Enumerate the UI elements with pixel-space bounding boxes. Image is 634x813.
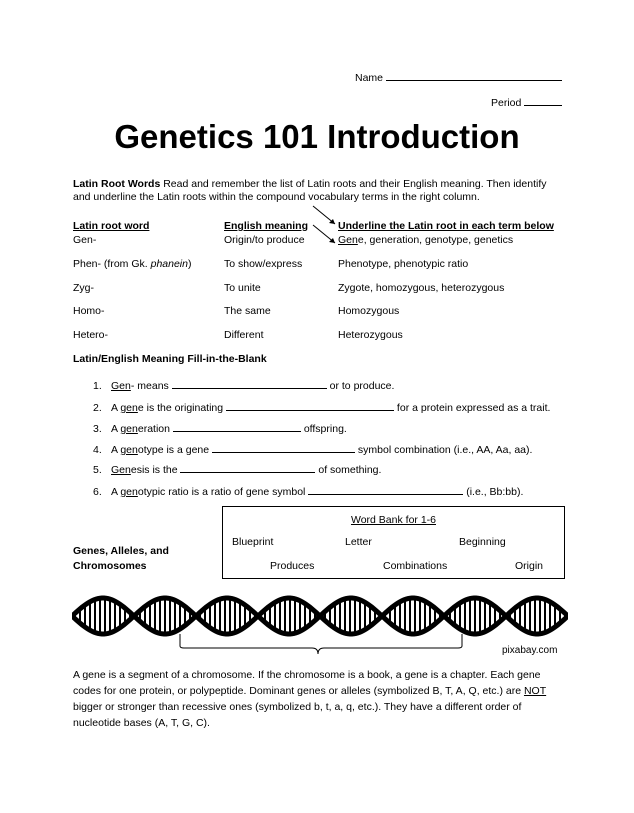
root-phen-post: ) <box>187 258 192 270</box>
header-latin-root: Latin root word <box>73 220 150 232</box>
word-letter: Letter <box>345 536 372 548</box>
question-root: gen <box>120 402 138 414</box>
question-root: gen <box>120 444 138 456</box>
meaning-gen: Origin/to produce <box>224 234 305 246</box>
paragraph-not: NOT <box>523 685 547 697</box>
heading-line-1: Genes, Alleles, and <box>73 545 169 557</box>
root-phen-pre: Phen- (from Gk. <box>73 258 151 270</box>
question-post: for a protein expressed as a trait. <box>394 402 551 414</box>
question-number: 5. <box>93 464 102 476</box>
question-mid: otype is a gene <box>137 444 213 456</box>
question-mid: esis is the <box>130 464 181 476</box>
question-root: Gen <box>111 380 131 392</box>
meaning-phen: To show/express <box>224 258 303 270</box>
period-field[interactable] <box>491 94 562 110</box>
dna-helix-image <box>72 592 568 662</box>
question-root: Gen <box>111 464 131 476</box>
question-number: 1. <box>93 380 102 392</box>
answer-blank-2[interactable] <box>226 399 394 411</box>
meaning-homo: The same <box>224 305 271 317</box>
question-post: offspring. <box>300 423 347 435</box>
header-underline-terms: Underline the Latin root in each term below <box>338 220 554 232</box>
question-5 <box>93 461 381 476</box>
word-bank-title: Word Bank for 1-6 <box>350 514 436 526</box>
meaning-zyg: To unite <box>224 282 261 294</box>
terms-hetero: Heterozygous <box>338 329 403 341</box>
header-english-meaning: English meaning <box>224 220 309 232</box>
terms-phen: Phenotype, phenotypic ratio <box>338 258 469 270</box>
root-phen <box>73 258 191 271</box>
question-post: (i.e., Bb:bb). <box>463 486 524 498</box>
terms-gen-root: Gen <box>338 234 358 246</box>
word-blueprint: Blueprint <box>232 536 274 548</box>
question-post: of something. <box>315 464 382 476</box>
question-pre: A <box>111 486 121 498</box>
terms-gen-rest: e, generation, genotype, genetics <box>357 234 514 246</box>
paragraph-line-2: codes for one protein, or polypeptide. Dominant genes or alleles (symbolized B, T, A, Q, etc.) are <box>73 685 524 697</box>
paragraph-line-3: bigger or stronger than recessive ones (symbolized b, t, a, q, etc.). They have a different order of <box>73 701 522 713</box>
question-number: 3. <box>93 423 102 435</box>
root-homo: Homo- <box>73 305 105 317</box>
word-produces: Produces <box>270 560 315 572</box>
question-mid: otypic ratio is a ratio of gene symbol <box>137 486 309 498</box>
intro-text-2: and underline the Latin roots within the compound vocabulary terms in the right column. <box>73 191 480 203</box>
period-label: Period <box>491 97 522 109</box>
question-post: symbol combination (i.e., AA, Aa, aa). <box>355 444 533 456</box>
root-phen-greek: phanein <box>150 258 188 270</box>
answer-blank-6[interactable] <box>308 483 463 495</box>
image-credit: pixabay.com <box>502 645 558 656</box>
question-pre: A <box>111 423 121 435</box>
question-pre: A <box>111 444 121 456</box>
terms-homo: Homozygous <box>338 305 400 317</box>
word-beginning: Beginning <box>459 536 506 548</box>
name-field[interactable] <box>355 69 562 85</box>
question-mid: e is the originating <box>137 402 227 414</box>
paragraph-line-1: A gene is a segment of a chromosome. If the chromosome is a book, a gene is a chapter. Each gene <box>73 669 541 681</box>
intro-paragraph <box>73 178 573 204</box>
fill-in-heading: Latin/English Meaning Fill-in-the-Blank <box>73 353 267 365</box>
page-title: Genetics 101 Introduction <box>114 118 520 155</box>
question-pre: A <box>111 402 121 414</box>
answer-blank-3[interactable] <box>173 420 301 432</box>
answer-blank-4[interactable] <box>212 441 355 453</box>
question-2 <box>93 399 550 414</box>
word-bank <box>222 506 565 579</box>
question-number: 2. <box>93 402 102 414</box>
root-gen: Gen- <box>73 234 97 246</box>
question-post: or to produce. <box>326 380 395 392</box>
question-number: 4. <box>93 444 102 456</box>
period-blank[interactable] <box>524 94 562 106</box>
intro-text-1: Read and remember the list of Latin roots and their English meaning. Then identify <box>160 178 547 190</box>
root-zyg: Zyg- <box>73 282 94 294</box>
question-root: gen <box>120 423 138 435</box>
word-origin: Origin <box>515 560 544 572</box>
question-mid: - means <box>130 380 172 392</box>
question-mid: eration <box>137 423 173 435</box>
gene-paragraph <box>73 667 573 731</box>
question-1 <box>93 377 394 392</box>
genes-alleles-heading <box>73 544 169 574</box>
question-root: gen <box>120 486 138 498</box>
answer-blank-1[interactable] <box>172 377 327 389</box>
name-blank[interactable] <box>386 69 562 81</box>
intro-heading: Latin Root Words <box>73 178 161 190</box>
word-combinations: Combinations <box>383 560 448 572</box>
answer-blank-5[interactable] <box>180 461 315 473</box>
root-hetero: Hetero- <box>73 329 109 341</box>
arrows-icon <box>310 203 340 247</box>
terms-gen <box>338 234 513 247</box>
name-label: Name <box>355 72 384 84</box>
question-3 <box>93 420 347 435</box>
question-4 <box>93 441 532 456</box>
terms-zyg: Zygote, homozygous, heterozygous <box>338 282 505 294</box>
heading-line-2: Chromosomes <box>73 560 147 572</box>
question-6 <box>93 483 523 498</box>
question-number: 6. <box>93 486 102 498</box>
meaning-hetero: Different <box>224 329 264 341</box>
paragraph-line-4: nucleotide bases (A, T, G, C). <box>73 717 210 729</box>
